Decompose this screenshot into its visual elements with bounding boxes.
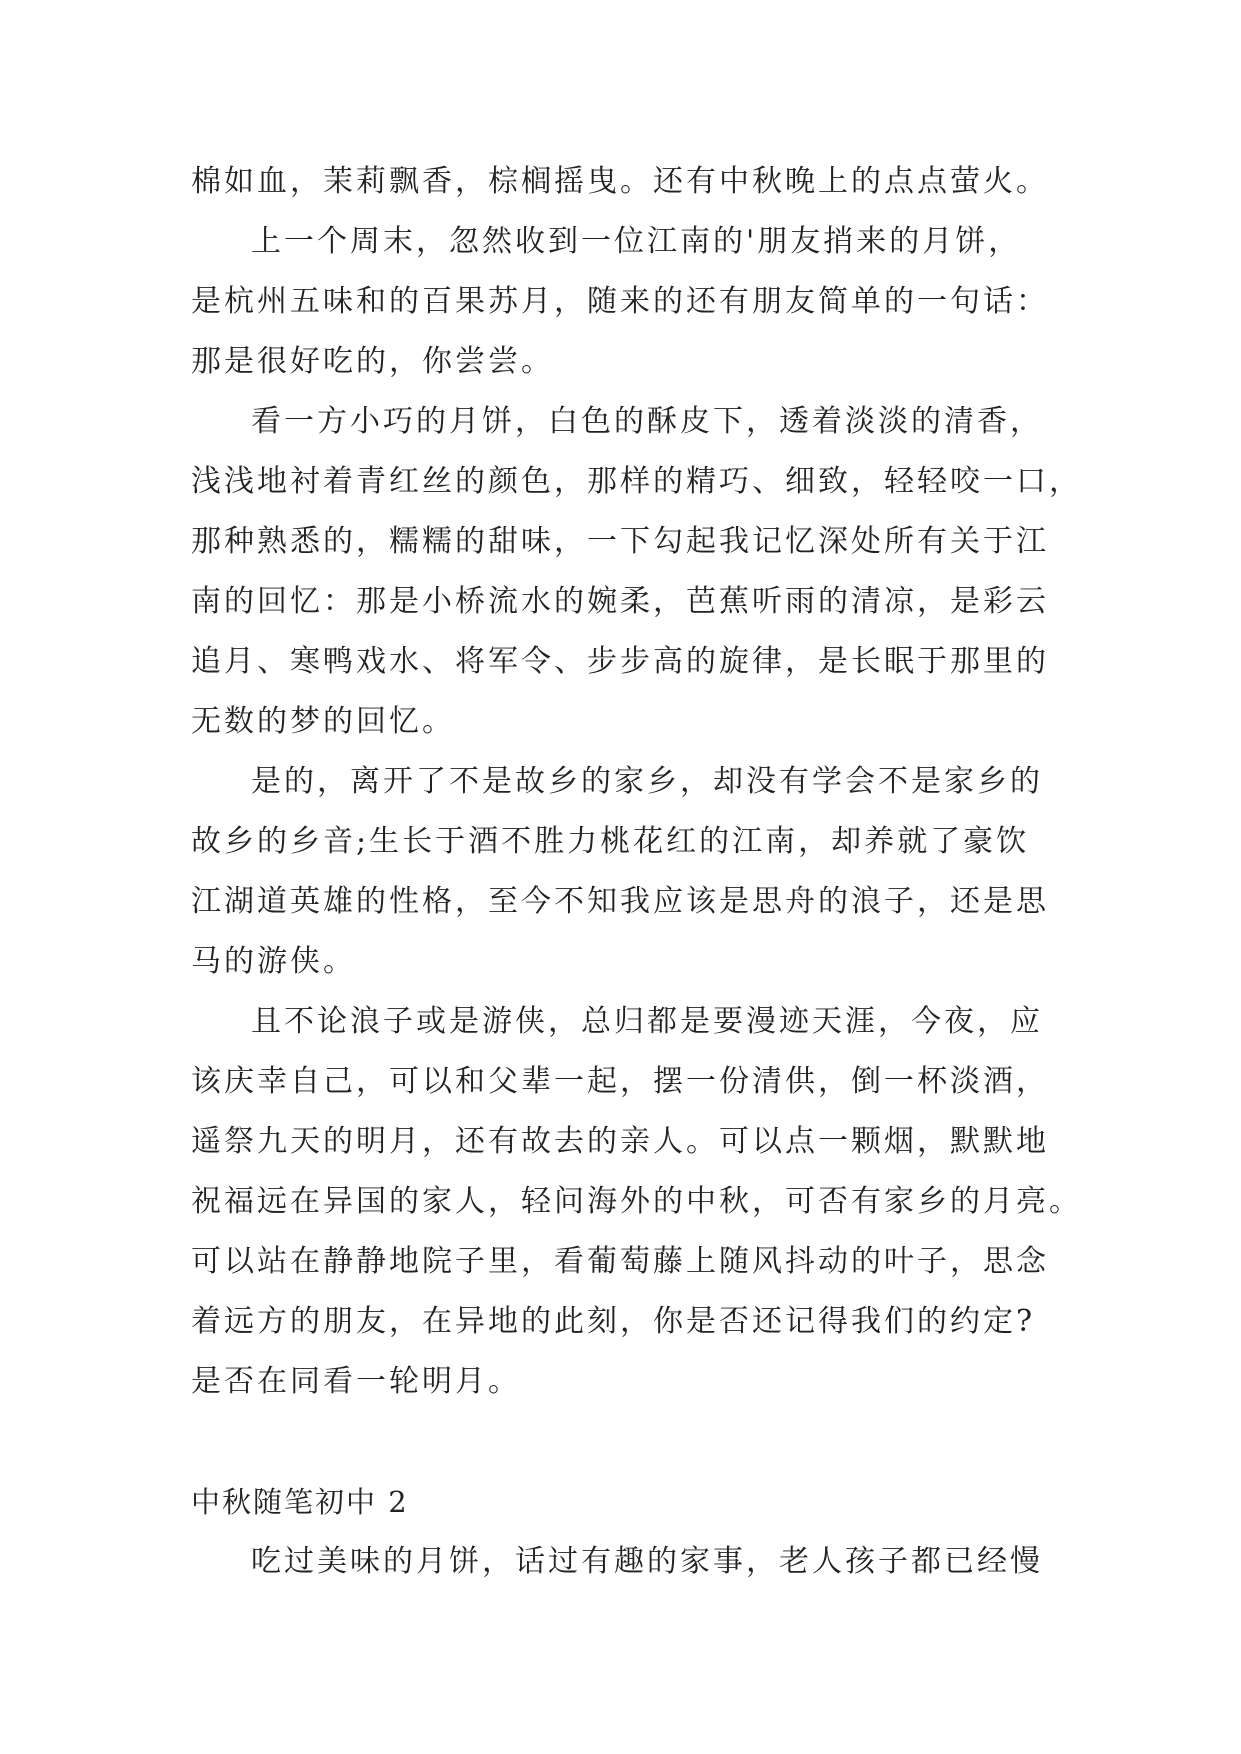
text-line: 追月、寒鸭戏水、将军令、步步高的旋律，是长眠于那里的 (191, 644, 1049, 679)
text-line: 江湖道英雄的性格，至今不知我应该是思舟的浪子，还是思 (191, 884, 1049, 919)
text-line: 可以站在静静地院子里，看葡萄藤上随风抖动的叶子，思念 (191, 1244, 1049, 1279)
text-line: 是否在同看一轮明月。 (191, 1364, 521, 1399)
paragraph-first-line: 上一个周末，忽然收到一位江南的'朋友捎来的月饼， (251, 224, 1022, 259)
text-line: 浅浅地衬着青红丝的颜色，那样的精巧、细致，轻轻咬一口， (191, 464, 1082, 499)
text-line: 无数的梦的回忆。 (191, 704, 455, 739)
paragraph-first-line: 看一方小巧的月饼，白色的酥皮下，透着淡淡的清香， (251, 404, 1043, 439)
paragraph-first-line: 是的，离开了不是故乡的家乡，却没有学会不是家乡的 (251, 764, 1043, 799)
text-line: 该庆幸自己，可以和父辈一起，摆一份清供，倒一杯淡酒， (191, 1064, 1049, 1099)
text-line: 是杭州五味和的百果苏月，随来的还有朋友简单的一句话： (191, 284, 1049, 319)
text-line: 南的回忆：那是小桥流水的婉柔，芭蕉听雨的清凉，是彩云 (191, 584, 1049, 619)
text-line: 故乡的乡音;生长于酒不胜力桃花红的江南，却养就了豪饮 (191, 824, 1030, 859)
paragraph-first-line: 吃过美味的月饼，话过有趣的家事，老人孩子都已经慢 (251, 1544, 1043, 1579)
text-line: 马的游侠。 (191, 944, 356, 979)
text-line: 棉如血，茉莉飘香，棕榈摇曳。还有中秋晚上的点点萤火。 (191, 164, 1049, 199)
text-line: 那是很好吃的，你尝尝。 (191, 344, 554, 379)
text-line: 着远方的朋友，在异地的此刻，你是否还记得我们的约定? (191, 1304, 1036, 1339)
text-line: 遥祭九天的明月，还有故去的亲人。可以点一颗烟，默默地 (191, 1124, 1049, 1159)
text-line: 祝福远在异国的家人，轻问海外的中秋，可否有家乡的月亮。 (191, 1184, 1082, 1219)
text-line: 那种熟悉的，糯糯的甜味，一下勾起我记忆深处所有关于江 (191, 524, 1049, 559)
section-heading: 中秋随笔初中 2 (191, 1485, 409, 1519)
paragraph-first-line: 且不论浪子或是游侠，总归都是要漫迹天涯，今夜，应 (251, 1004, 1043, 1039)
